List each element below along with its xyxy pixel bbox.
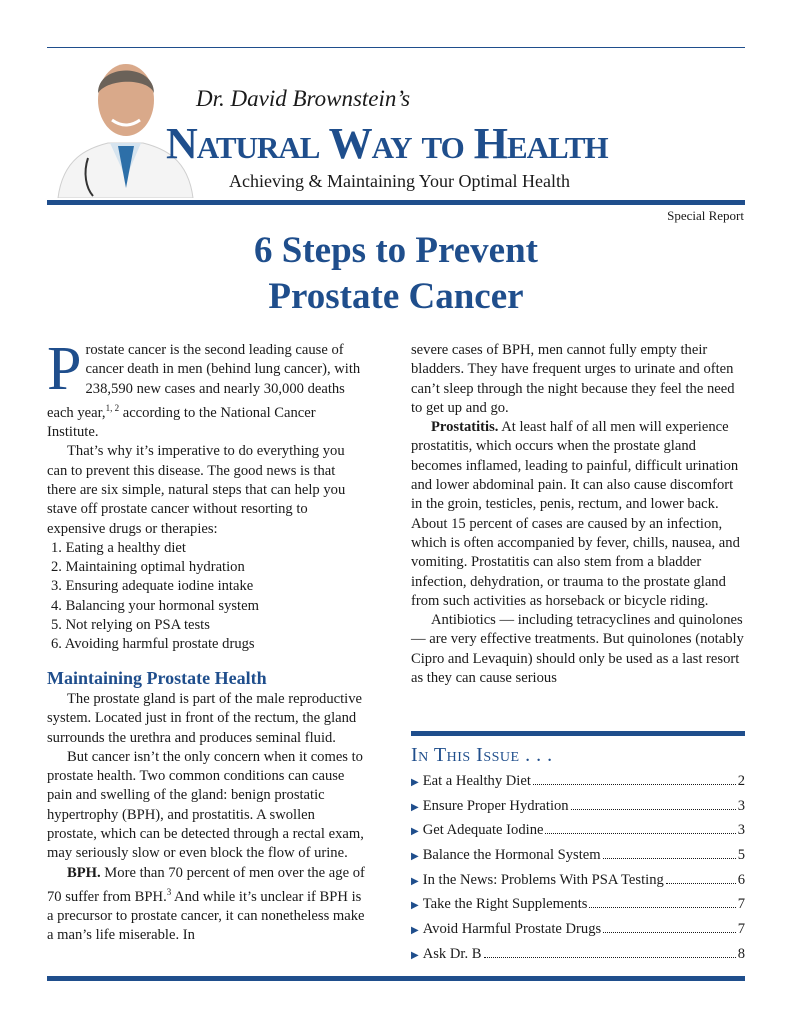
header-band <box>47 200 745 205</box>
toc-item[interactable] <box>411 921 745 946</box>
right-column <box>411 341 745 688</box>
toc-page: 3 <box>737 797 745 814</box>
leader-dots <box>589 907 735 908</box>
triangle-right-icon: ▶ <box>411 777 419 788</box>
toc-page: 3 <box>737 822 745 839</box>
intro-text-end: according to the National Cancer Institute. <box>47 404 316 441</box>
footnote-ref: 1, 2 <box>105 402 120 413</box>
toc-page: 6 <box>737 871 745 888</box>
list-item: 3. Ensuring adequate iodine intake <box>51 578 254 595</box>
toc-item[interactable] <box>411 847 745 872</box>
right-paragraph-1: severe cases of BPH, men cannot fully empty their bladders. They have frequent urges to urinate and often can’t sleep through the night because they feel the need to get up and go. <box>411 342 735 416</box>
prostatitis-label: Prostatitis. <box>431 419 499 436</box>
leader-dots <box>603 932 736 933</box>
triangle-right-icon: ▶ <box>411 826 419 838</box>
byline: Dr. David Brownstein’s <box>196 86 411 111</box>
steps-list <box>47 539 365 655</box>
antibiotics-paragraph: Antibiotics — including tetracyclines and quinolones — are very effective treatments. But quinolones (notably Cipro and Levaquin) should only be used as a last resort as they can cause serious <box>411 612 744 687</box>
toc-label: Get Adequate Iodine <box>422 822 544 839</box>
bph-paragraph <box>47 864 365 946</box>
toc-item[interactable] <box>411 798 745 823</box>
leader-dots <box>571 809 736 810</box>
leader-dots <box>545 833 735 834</box>
leader-dots <box>484 957 736 958</box>
intro-text: rostate cancer is the second leading cause of cancer death in men (behind lung cancer), with 238,590 new cases and nearly 30,000 deaths each year, <box>47 342 361 421</box>
triangle-right-icon: ▶ <box>411 851 419 863</box>
toc-item[interactable] <box>411 896 745 921</box>
left-column <box>47 335 365 946</box>
prostatitis-paragraph <box>411 418 745 611</box>
list-item: 5. Not relying on PSA tests <box>51 617 210 634</box>
tagline: Achieving & Maintaining Your Optimal Health <box>229 171 570 191</box>
headline-line-1: 6 Steps to Prevent <box>254 230 538 271</box>
triangle-right-icon: ▶ <box>411 900 419 912</box>
toc-label: Ensure Proper Hydration <box>422 797 569 814</box>
toc-item[interactable] <box>411 872 745 897</box>
headline-line-2: Prostate Cancer <box>268 276 524 317</box>
bph-text-end: And while it’s unclear if BPH is a precursor to prostate cancer, it can nonetheless make a man’s life miserable. In <box>47 888 365 944</box>
special-report-label: Special Report <box>667 208 744 223</box>
masthead-title: Natural Way to Health <box>166 119 608 168</box>
article-headline <box>47 228 745 320</box>
toc-label: Avoid Harmful Prostate Drugs <box>422 921 602 938</box>
list-item: 1. Eating a healthy diet <box>51 539 186 556</box>
leader-dots <box>666 883 736 884</box>
bottom-band <box>47 976 745 981</box>
section-paragraph-2: But cancer isn’t the only concern when it comes to prostate health. Two common conditions can cause pain and swelling of the gland: benign prostatic hypertrophy (BPH), and prostatitis. A swollen prostate, which can be detected through a rectal exam, may seriously slow or even block the flow of urine. <box>47 748 364 862</box>
toc-page: 7 <box>737 921 745 938</box>
issue-bar <box>411 731 745 736</box>
footnote-ref: 3 <box>166 886 172 897</box>
triangle-right-icon: ▶ <box>411 875 419 887</box>
leader-dots <box>533 784 736 785</box>
list-item: 6. Avoiding harmful prostate drugs <box>51 636 255 653</box>
intro-paragraph-2: That’s why it’s imperative to do everything you can to prevent this disease. The good news is that there are six simple, natural steps that can help you stave off prostate cancer without resorting to expensive drugs or therapies: <box>47 443 346 537</box>
intro-paragraph <box>47 335 365 442</box>
triangle-right-icon: ▶ <box>411 925 419 937</box>
toc-item[interactable] <box>411 822 745 847</box>
section-heading: Maintaining Prostate Health <box>47 667 267 688</box>
triangle-right-icon: ▶ <box>411 801 419 813</box>
leader-dots <box>603 858 736 859</box>
issue-title: In This Issue . . . <box>411 744 553 766</box>
prostatitis-text: At least half of all men will experience prostatitis, which occurs when the prostate gland becomes inflamed, leading to painful, difficult urination and lower abdominal pain. It can also cause discomfort in the groin, testicles, penis, rectum, and lower back. About 15 percent of cases are caused by an infection, which is often accompanied by fever, chills, nausea, and vomiting. Prostatitis can also stem from a bladder infection, dehydration, or trauma to the prostate gland from such activities as horseback or bicycle riding. <box>411 419 740 609</box>
bph-text: More than 70 percent of men over the age of 70 suffer from BPH. <box>47 864 365 905</box>
toc-label: Eat a Healthy Diet <box>422 773 531 789</box>
toc-label: Balance the Hormonal System <box>422 847 601 864</box>
section-paragraph-1: The prostate gland is part of the male reproductive system. Located just in front of the rectum, the gland surrounds the urethra and produces seminal fluid. <box>47 690 363 746</box>
toc-label: Ask Dr. B <box>422 945 482 962</box>
toc-label: In the News: Problems With PSA Testing <box>422 871 664 888</box>
toc-page: 7 <box>737 896 745 913</box>
drop-cap: P <box>47 335 82 403</box>
table-of-contents <box>411 773 745 971</box>
toc-page: 2 <box>737 773 745 789</box>
list-item: 4. Balancing your hormonal system <box>51 597 259 614</box>
list-item: 2. Maintaining optimal hydration <box>51 559 245 576</box>
in-this-issue-box <box>411 731 745 971</box>
toc-label: Take the Right Supplements <box>422 896 588 913</box>
triangle-right-icon: ▶ <box>411 949 419 961</box>
author-photo <box>48 38 198 198</box>
toc-page: 8 <box>737 945 745 962</box>
toc-item[interactable] <box>411 773 745 798</box>
toc-item[interactable] <box>411 946 745 971</box>
bph-label: BPH. <box>67 864 101 881</box>
toc-page: 5 <box>737 847 745 864</box>
